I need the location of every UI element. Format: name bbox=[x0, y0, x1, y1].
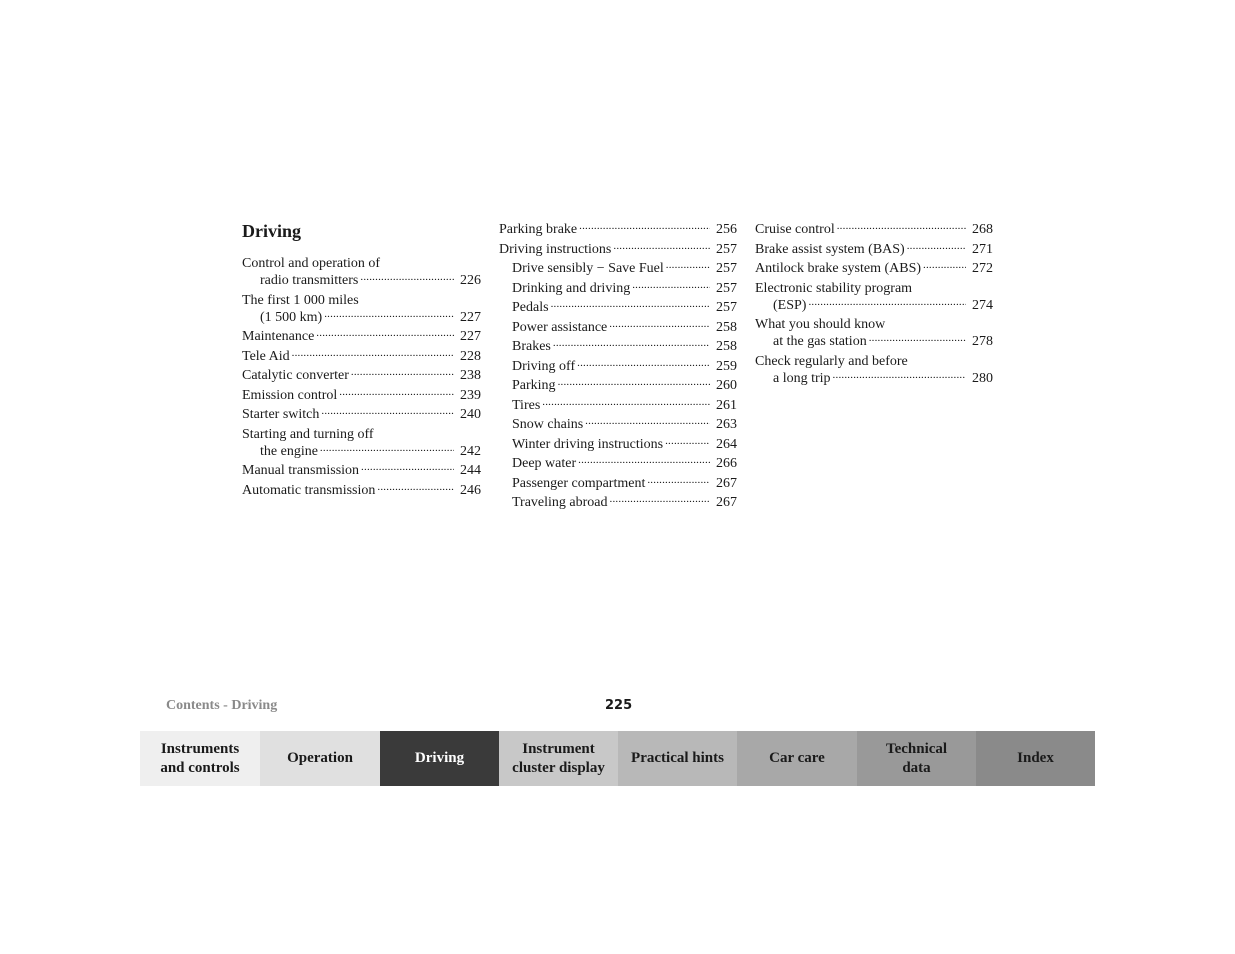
toc-entry-title: Brakes bbox=[512, 339, 551, 354]
dot-leader bbox=[632, 280, 710, 292]
toc-page-number: 227 bbox=[460, 329, 481, 344]
toc-entry[interactable] bbox=[499, 220, 737, 239]
dot-leader bbox=[647, 475, 710, 487]
nav-tab-technical-data[interactable] bbox=[857, 731, 976, 786]
dot-leader bbox=[609, 319, 710, 331]
toc-column-1 bbox=[242, 254, 481, 500]
toc-entry-title: Power assistance bbox=[512, 319, 608, 335]
toc-entry-title: Driving instructions bbox=[499, 241, 612, 257]
nav-tab-label: Car care bbox=[769, 750, 825, 766]
nav-tab-label: Instrument cluster display bbox=[512, 740, 605, 776]
toc-page-number: 244 bbox=[460, 463, 481, 478]
dot-leader bbox=[585, 416, 710, 428]
toc-page-number: 267 bbox=[716, 495, 737, 510]
dot-leader bbox=[577, 358, 710, 370]
nav-tab-driving[interactable] bbox=[380, 731, 499, 786]
dot-leader bbox=[292, 348, 454, 360]
nav-tab-label: Index bbox=[1017, 750, 1054, 766]
dot-leader bbox=[351, 367, 454, 379]
toc-entry-title: Maintenance bbox=[242, 329, 315, 344]
toc-entry-title: Brake assist system (BAS) bbox=[755, 241, 905, 257]
toc-entry-title: Electronic stability program bbox=[755, 280, 913, 296]
toc-entry[interactable] bbox=[242, 347, 481, 366]
toc-column-3 bbox=[755, 220, 993, 388]
toc-entry-group bbox=[242, 291, 481, 327]
toc-page-number: 274 bbox=[972, 297, 993, 313]
toc-entry-title: a long trip bbox=[773, 370, 831, 386]
toc-entry[interactable] bbox=[755, 240, 993, 259]
toc-entry-title: (ESP) bbox=[773, 297, 807, 313]
toc-entry[interactable] bbox=[499, 259, 737, 278]
toc-entry[interactable] bbox=[242, 271, 481, 290]
toc-entry-title: Antilock brake system (ABS) bbox=[755, 261, 922, 276]
dot-leader bbox=[666, 260, 710, 272]
dot-leader bbox=[869, 333, 966, 345]
toc-entry-title: What you should know bbox=[755, 317, 886, 332]
toc-page-number: 257 bbox=[716, 280, 737, 296]
toc-entry-title: Drive sensibly − Save Fuel bbox=[512, 261, 664, 276]
nav-tab-car-care[interactable] bbox=[737, 731, 857, 786]
dot-leader bbox=[578, 455, 710, 467]
toc-entry[interactable] bbox=[499, 493, 737, 512]
toc-page-number: 259 bbox=[716, 358, 737, 374]
toc-entry[interactable] bbox=[242, 405, 481, 424]
toc-entry[interactable] bbox=[499, 474, 737, 493]
toc-page-number: 261 bbox=[716, 397, 737, 413]
toc-entry-title: Automatic transmission bbox=[242, 482, 376, 498]
toc-page-number: 246 bbox=[460, 482, 481, 498]
toc-entry[interactable] bbox=[242, 308, 481, 327]
toc-entry[interactable] bbox=[499, 415, 737, 434]
nav-tab-instruments-and-controls[interactable] bbox=[140, 731, 260, 786]
toc-entry[interactable] bbox=[499, 337, 737, 356]
dot-leader bbox=[377, 482, 454, 494]
dot-leader bbox=[579, 221, 710, 233]
toc-entry-title: Control and operation of bbox=[242, 256, 381, 271]
toc-page-number: 242 bbox=[460, 443, 481, 459]
toc-entry-title: Winter driving instructions bbox=[512, 436, 664, 452]
toc-entry[interactable] bbox=[499, 396, 737, 415]
dot-leader bbox=[320, 443, 454, 455]
toc-entry-title: Starting and turning off bbox=[242, 426, 374, 442]
dot-leader bbox=[833, 370, 966, 382]
toc-entry-title: Emission control bbox=[242, 387, 338, 403]
toc-entry-group bbox=[242, 425, 481, 461]
toc-entry-title: Driving off bbox=[512, 358, 576, 374]
toc-entry-group bbox=[755, 279, 993, 315]
toc-entry-title: Drinking and driving bbox=[512, 280, 631, 296]
toc-page-number: 278 bbox=[972, 334, 993, 349]
toc-page-number: 228 bbox=[460, 348, 481, 364]
toc-entry-title: Catalytic converter bbox=[242, 368, 349, 383]
toc-entry[interactable] bbox=[755, 369, 993, 388]
nav-tab-label: Operation bbox=[287, 750, 353, 766]
toc-page-number: 263 bbox=[716, 417, 737, 432]
toc-page-number: 257 bbox=[716, 241, 737, 257]
toc-page-number: 238 bbox=[460, 368, 481, 383]
toc-page-number: 226 bbox=[460, 273, 481, 288]
toc-page-number: 239 bbox=[460, 387, 481, 403]
toc-page-number: 257 bbox=[716, 300, 737, 315]
toc-page-number: 264 bbox=[716, 436, 737, 452]
toc-entry-title: at the gas station bbox=[773, 334, 867, 349]
toc-page-number: 240 bbox=[460, 407, 481, 422]
toc-page-number: 280 bbox=[972, 370, 993, 386]
chapter-navigation-bar bbox=[140, 731, 1095, 786]
dot-leader bbox=[558, 377, 710, 389]
dot-leader bbox=[923, 260, 966, 272]
dot-leader bbox=[316, 328, 454, 340]
toc-entry-title: Tires bbox=[512, 397, 541, 413]
toc-page-number: 260 bbox=[716, 378, 737, 393]
toc-entry-group bbox=[755, 352, 993, 388]
toc-entry[interactable] bbox=[242, 442, 481, 461]
toc-entry-title: Parking brake bbox=[499, 222, 578, 237]
toc-entry-group bbox=[755, 315, 993, 351]
dot-leader bbox=[321, 406, 454, 418]
dot-leader bbox=[837, 221, 966, 233]
toc-entry-group bbox=[242, 254, 481, 290]
toc-page-number: 258 bbox=[716, 339, 737, 354]
dot-leader bbox=[360, 272, 454, 284]
toc-page-number: 257 bbox=[716, 261, 737, 276]
dot-leader bbox=[610, 494, 710, 506]
nav-tab-operation[interactable] bbox=[260, 731, 380, 786]
dot-leader bbox=[665, 436, 710, 448]
footer-chapter-label: Contents - Driving bbox=[166, 698, 278, 713]
toc-entry-title: Pedals bbox=[512, 300, 549, 315]
toc-entry-title: Deep water bbox=[512, 456, 577, 471]
dot-leader bbox=[339, 387, 454, 399]
nav-tab-practical-hints[interactable] bbox=[618, 731, 737, 786]
dot-leader bbox=[551, 299, 710, 311]
toc-entry[interactable] bbox=[242, 366, 481, 385]
toc-entry[interactable] bbox=[499, 376, 737, 395]
toc-column-2 bbox=[499, 220, 737, 513]
section-title: Driving bbox=[242, 221, 302, 241]
dot-leader bbox=[808, 297, 966, 309]
toc-entry[interactable] bbox=[499, 435, 737, 454]
toc-entry-title: Snow chains bbox=[512, 417, 584, 432]
toc-entry[interactable] bbox=[755, 259, 993, 278]
toc-entry-title: radio transmitters bbox=[260, 273, 359, 288]
toc-entry-title: Manual transmission bbox=[242, 463, 360, 478]
toc-entry-title: Tele Aid bbox=[242, 348, 290, 364]
toc-entry[interactable] bbox=[242, 327, 481, 346]
toc-entry[interactable] bbox=[755, 296, 993, 315]
toc-entry-title: (1 500 km) bbox=[260, 309, 323, 325]
dot-leader bbox=[553, 338, 710, 350]
toc-entry[interactable] bbox=[755, 332, 993, 351]
toc-entry-title: Cruise control bbox=[755, 222, 835, 237]
toc-entry[interactable] bbox=[499, 454, 737, 473]
toc-entry-title: Starter switch bbox=[242, 407, 320, 422]
toc-entry-title: The first 1 000 miles bbox=[242, 292, 359, 308]
toc-entry-title: Passenger compartment bbox=[512, 475, 646, 491]
dot-leader bbox=[324, 309, 454, 321]
nav-tab-label: Practical hints bbox=[631, 750, 724, 766]
toc-entry[interactable] bbox=[499, 240, 737, 259]
page-number: 225 bbox=[605, 698, 633, 713]
toc-page-number: 258 bbox=[716, 319, 737, 335]
dot-leader bbox=[907, 241, 966, 253]
toc-page-number: 271 bbox=[972, 241, 993, 257]
toc-entry[interactable] bbox=[499, 298, 737, 317]
toc-entry[interactable] bbox=[499, 279, 737, 298]
nav-tab-instrument-cluster-display[interactable] bbox=[499, 731, 618, 786]
dot-leader bbox=[542, 397, 710, 409]
toc-entry[interactable] bbox=[242, 386, 481, 405]
toc-entry[interactable] bbox=[242, 461, 481, 480]
toc-page-number: 267 bbox=[716, 475, 737, 491]
toc-page-number: 256 bbox=[716, 222, 737, 237]
toc-entry-title: Traveling abroad bbox=[512, 495, 608, 510]
toc-page-number: 227 bbox=[460, 309, 481, 325]
toc-page-number: 272 bbox=[972, 261, 993, 276]
toc-page-number: 266 bbox=[716, 456, 737, 471]
toc-entry[interactable] bbox=[499, 318, 737, 337]
nav-tab-label: Instruments and controls bbox=[160, 740, 240, 776]
nav-tab-label: Technical data bbox=[885, 740, 948, 776]
toc-entry[interactable] bbox=[499, 357, 737, 376]
toc-entry-title: Check regularly and before bbox=[755, 353, 908, 369]
toc-entry-title: the engine bbox=[260, 443, 318, 459]
toc-entry[interactable] bbox=[242, 481, 481, 500]
toc-entry-title: Parking bbox=[512, 378, 556, 393]
toc-page-number: 268 bbox=[972, 222, 993, 237]
dot-leader bbox=[613, 241, 710, 253]
toc-entry[interactable] bbox=[755, 220, 993, 239]
nav-tab-index[interactable] bbox=[976, 731, 1095, 786]
nav-tab-label: Driving bbox=[414, 750, 465, 766]
dot-leader bbox=[361, 462, 454, 474]
